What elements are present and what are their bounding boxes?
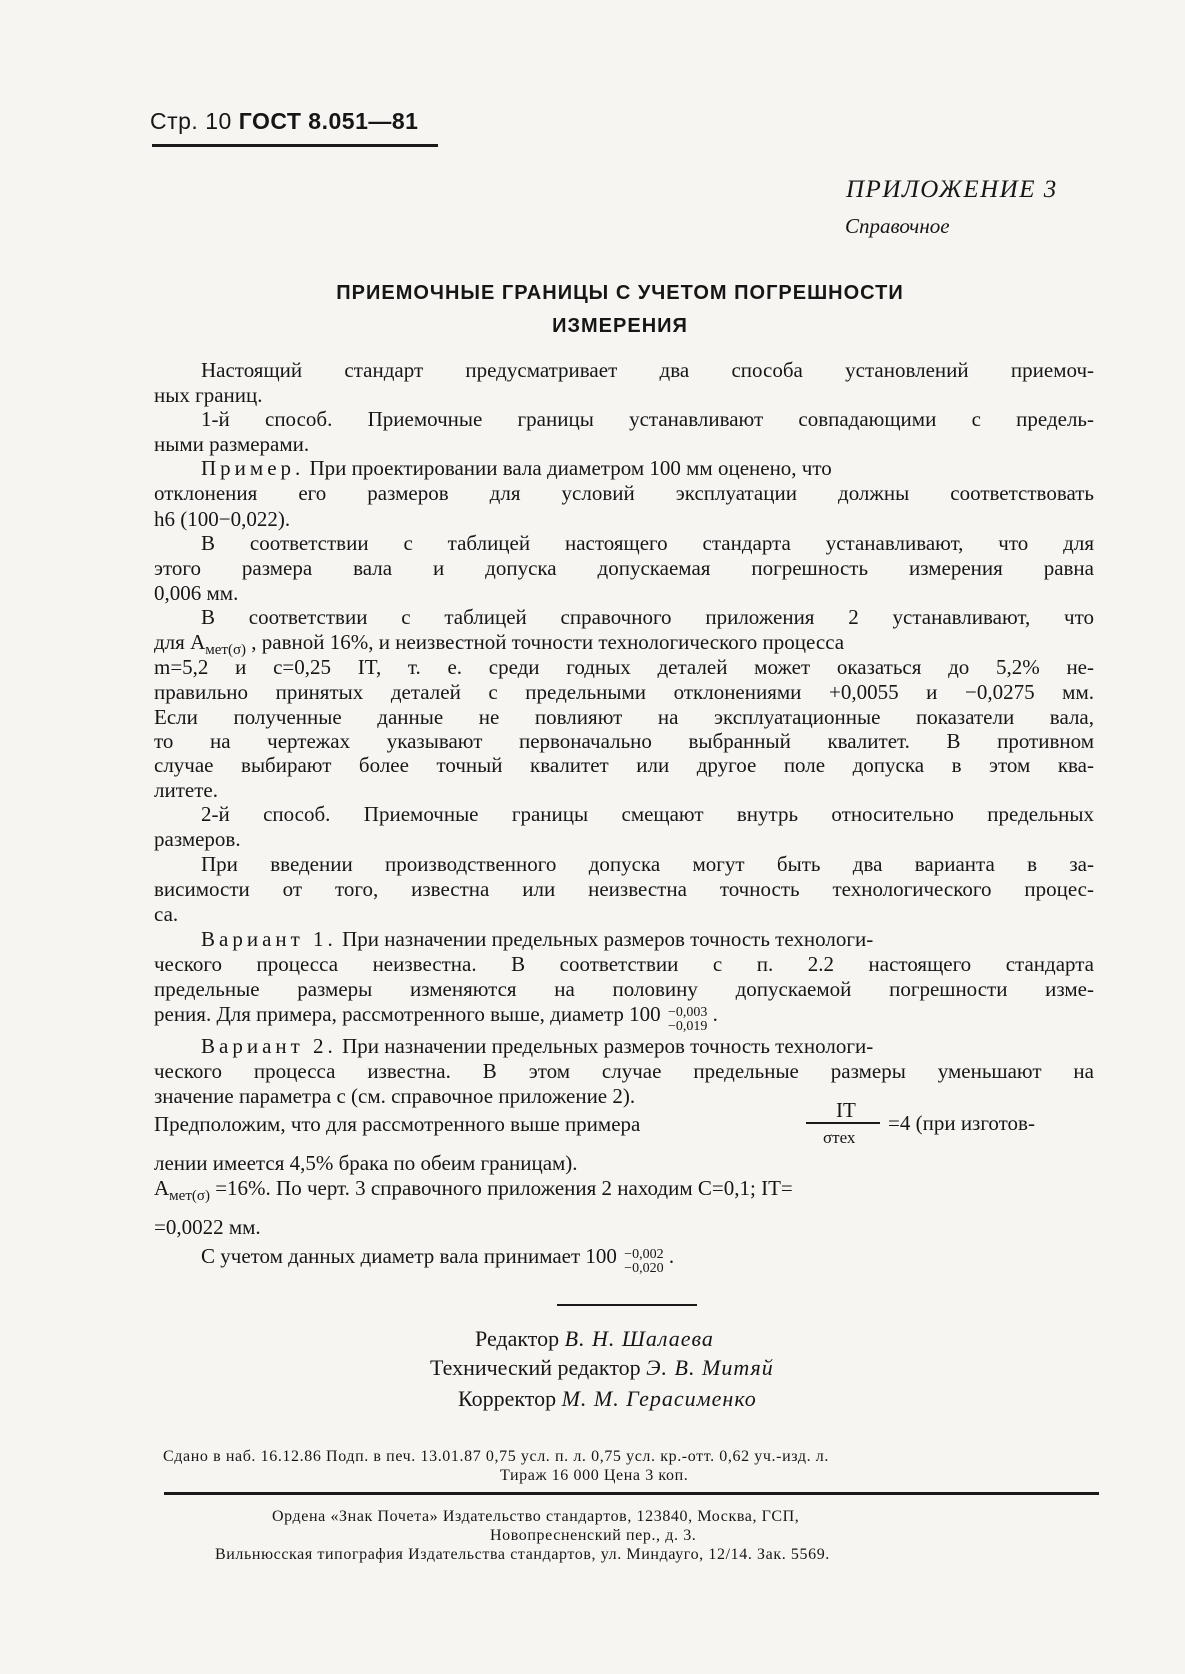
credit-name: М. М. Герасименко — [561, 1386, 757, 1411]
appendix-type: Справочное — [845, 214, 950, 238]
text-line: 0,006 мм. — [154, 581, 239, 605]
fraction-denominator: σтех — [823, 1128, 856, 1147]
text-fragment: =16%. По черт. 3 справочного приложения 2 находим C=0,1; IT= — [215, 1176, 793, 1200]
credit-technical-editor — [430, 1355, 774, 1381]
standard-number: ГОСТ 8.051—81 — [238, 108, 419, 134]
example-label: Пример. — [201, 456, 305, 480]
text-line: предельные размеры изменяются на половину допускаемой погрешности изме- — [154, 977, 1094, 1001]
text-line: Если полученные данные не повлияют на эксплуатационные показатели вала, — [154, 705, 1094, 729]
subscript: мет(σ) — [205, 642, 247, 658]
text-fragment: рения. Для примера, рассмотренного выше, диаметр 100 — [154, 1002, 661, 1026]
text-line: отклонения его размеров для условий эксплуатации должны соответствовать — [154, 481, 1094, 505]
imprint-line: Вильнюсская типография Издательства стандартов, ул. Миндауго, 12/14. Зак. 5569. — [215, 1546, 830, 1563]
credit-label: Корректор — [458, 1386, 557, 1411]
text-line — [154, 1001, 1094, 1034]
text-line: висимости от того, известна или неизвестна точность технологического процес- — [154, 877, 1094, 901]
text-line: ческого процесса неизвестна. В соответствии с п. 2.2 настоящего стандарта — [154, 952, 1094, 976]
text-line: В соответствии с таблицей справочного приложения 2 устанавливают, что — [201, 605, 1094, 629]
document-title-line-2: ИЗМЕРЕНИЯ — [552, 315, 688, 337]
credit-label: Редактор — [475, 1326, 560, 1351]
text-line: h6 (100−0,022). — [154, 507, 291, 531]
text-fragment: При назначении предельных размеров точность технологи- — [342, 1034, 874, 1058]
credit-name: Э. В. Митяй — [646, 1355, 774, 1380]
imprint-line: Ордена «Знак Почета» Издательство стандартов, 123840, Москва, ГСП, — [272, 1508, 800, 1525]
credit-corrector — [458, 1386, 757, 1412]
imprint-rule — [164, 1492, 1099, 1495]
subscript: мет(σ) — [169, 1188, 210, 1204]
imprint-line: Сдано в наб. 16.12.86 Подп. в печ. 13.01.87 0,75 усл. п. л. 0,75 усл. кр.-отт. 0,62 уч.-изд. л. — [163, 1448, 829, 1465]
tolerance-stack — [624, 1248, 663, 1276]
text-line — [154, 1175, 1094, 1209]
text-fragment: . — [712, 1002, 718, 1026]
upper-deviation: −0,003 — [667, 1005, 708, 1020]
text-line: са. — [154, 902, 179, 926]
text-line: размеров. — [154, 827, 241, 851]
lower-deviation: −0,019 — [667, 1019, 708, 1034]
text-fragment: При проектировании вала диаметром 100 мм оценено, что — [309, 456, 832, 480]
text-line: этого размера вала и допуска допускаемая погрешность измерения равна — [154, 556, 1094, 580]
text-line: ных границ. — [154, 383, 263, 407]
text-line: 1-й способ. Приемочные границы устанавливают совпадающими с предель- — [201, 407, 1094, 431]
text-line — [201, 455, 1094, 481]
text-fragment: С учетом данных диаметр вала принимает 100 — [201, 1244, 617, 1268]
text-line — [201, 1243, 1094, 1276]
variant-label: Вариант 2. — [201, 1034, 337, 1058]
text-line: В соответствии с таблицей настоящего стандарта устанавливают, что для — [201, 531, 1094, 555]
separator-rule — [557, 1304, 697, 1306]
text-line: =0,0022 мм. — [154, 1215, 261, 1239]
text-fragment: , равной 16%, и неизвестной точности технологического процесса — [251, 630, 845, 654]
tolerance-stack — [668, 1006, 707, 1034]
variant-label: Вариант 1. — [201, 927, 337, 951]
text-line — [201, 1033, 1094, 1059]
upper-deviation: −0,002 — [624, 1247, 664, 1262]
text-line: m=5,2 и c=0,25 IT, т. е. среди годных деталей может оказаться до 5,2% не- — [154, 655, 1094, 679]
text-line: литете. — [154, 778, 218, 802]
text-line: При введении производственного допуска могут быть два варианта в за- — [201, 852, 1094, 876]
text-line — [201, 926, 1094, 952]
text-line: ными размерами. — [154, 432, 310, 456]
credit-editor — [475, 1326, 714, 1352]
text-fragment: . — [668, 1244, 675, 1268]
credit-name: В. Н. Шалаева — [564, 1326, 714, 1351]
fraction-bar — [806, 1122, 880, 1124]
text-line: Настоящий стандарт предусматривает два способа установлений приемоч- — [201, 358, 1094, 382]
imprint-line: Новопресненский пер., д. 3. — [490, 1527, 697, 1544]
text-line: 2-й способ. Приемочные границы смещают внутрь относительно предельных — [201, 802, 1094, 826]
text-fragment: При назначении предельных размеров точность технологи- — [342, 927, 874, 951]
lower-deviation: −0,020 — [624, 1261, 664, 1276]
page-number: Стр. 10 — [150, 108, 232, 134]
text-fragment: =4 (при изготов- — [888, 1111, 1035, 1135]
document-title-line-1: ПРИЕМОЧНЫЕ ГРАНИЦЫ С УЧЕТОМ ПОГРЕШНОСТИ — [336, 282, 904, 304]
text-line: то на чертежах указывают первоначально выбранный квалитет. В противном — [154, 729, 1094, 753]
text-fragment: для A — [154, 630, 206, 654]
fraction-numerator: IT — [836, 1098, 856, 1122]
credit-label: Технический редактор — [430, 1355, 641, 1380]
text-line: значение параметра c (см. справочное приложение 2). — [154, 1084, 636, 1108]
text-fragment: A — [154, 1176, 170, 1200]
text-line: правильно принятых деталей с предельными отклонениями +0,0055 и −0,0275 мм. — [154, 680, 1094, 704]
text-line: лении имеется 4,5% брака по обеим границам). — [154, 1151, 578, 1175]
imprint-line: Тираж 16 000 Цена 3 коп. — [500, 1467, 689, 1484]
text-line: случае выбирают более точный квалитет или другое поле допуска в этом ква- — [154, 753, 1094, 777]
header-rule — [152, 144, 438, 147]
text-line: ческого процесса известна. В этом случае предельные размеры уменьшают на — [154, 1059, 1094, 1083]
page-header — [150, 108, 418, 135]
text-line: Предположим, что для рассмотренного выше примера — [154, 1112, 641, 1136]
appendix-title: ПРИЛОЖЕНИЕ 3 — [846, 176, 1058, 203]
